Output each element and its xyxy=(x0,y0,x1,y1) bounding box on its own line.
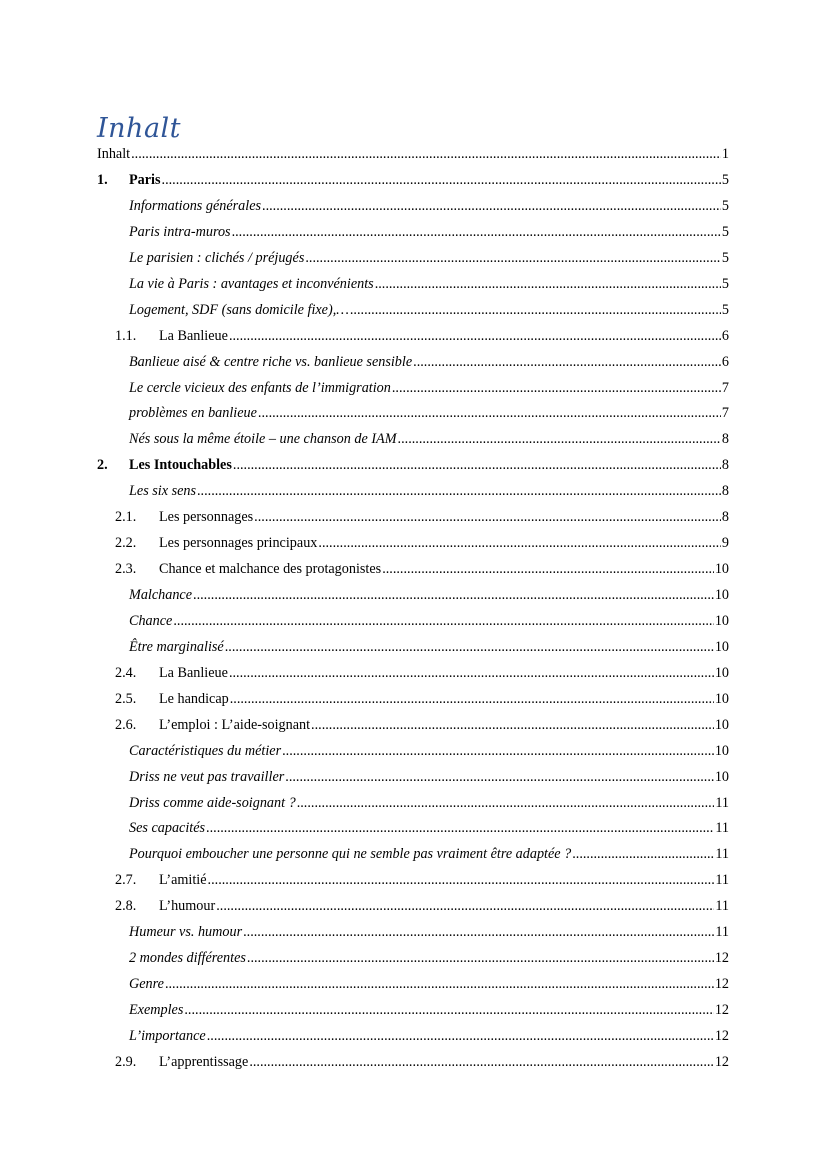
toc-dot-leader xyxy=(282,743,714,760)
toc-entry-number: 1. xyxy=(97,172,108,188)
toc-entry-label: Le handicap xyxy=(159,690,229,707)
toc-entry-page-number: 6 xyxy=(721,353,729,370)
toc-dot-leader xyxy=(413,354,721,371)
toc-entry-page-number: 5 xyxy=(721,275,729,292)
toc-entry[interactable] xyxy=(97,276,729,302)
toc-dot-leader xyxy=(392,380,721,397)
toc-dot-leader xyxy=(305,250,721,267)
toc-entry-label: L’importance xyxy=(129,1027,206,1044)
toc-entry-page-number: 12 xyxy=(714,1002,729,1018)
toc-entry[interactable] xyxy=(97,535,729,561)
toc-entry-page-number: 10 xyxy=(714,716,729,733)
toc-entry-label: Exemples xyxy=(129,1002,184,1018)
toc-entry-number: 2. xyxy=(97,457,108,474)
toc-entry[interactable] xyxy=(97,639,729,665)
toc-entry[interactable] xyxy=(97,328,729,354)
toc-entry-number: 2.3. xyxy=(115,561,137,578)
toc-dot-leader xyxy=(247,950,714,967)
toc-entry-page-number: 10 xyxy=(714,768,729,785)
toc-entry-number: 2.6. xyxy=(115,716,137,733)
toc-entry-page-number: 7 xyxy=(721,405,729,422)
toc-title: Inhalt xyxy=(97,113,182,144)
toc-entry[interactable] xyxy=(97,198,729,224)
table-of-contents xyxy=(97,146,729,1080)
toc-entry-label: Les personnages principaux xyxy=(159,535,318,552)
toc-entry[interactable] xyxy=(97,483,729,509)
toc-dot-leader xyxy=(230,691,714,708)
toc-dot-leader xyxy=(249,1054,714,1071)
toc-dot-leader xyxy=(262,198,721,215)
toc-entry-label: Paris xyxy=(129,172,161,188)
toc-entry-label: Le parisien : clichés / préjugés xyxy=(129,249,305,266)
toc-entry-page-number: 8 xyxy=(721,483,729,500)
toc-entry-label: Pourquoi emboucher une personne qui ne semble pas vraiment être adaptée ? xyxy=(129,846,572,863)
toc-entry[interactable] xyxy=(97,1054,729,1080)
toc-entry-label: Logement, SDF (sans domicile fixe),… xyxy=(129,301,349,318)
toc-entry-number: 2.4. xyxy=(115,664,137,681)
toc-dot-leader xyxy=(398,431,721,448)
toc-entry[interactable] xyxy=(97,405,729,431)
toc-entry[interactable] xyxy=(97,924,729,950)
toc-entry-label: Les personnages xyxy=(159,509,254,526)
toc-entry-page-number: 5 xyxy=(721,249,729,266)
toc-dot-leader xyxy=(318,535,721,552)
toc-entry-number: 1.1. xyxy=(115,327,137,344)
toc-dot-leader xyxy=(232,224,721,241)
toc-entry-label: L’amitié xyxy=(159,872,207,889)
toc-entry-page-number: 10 xyxy=(714,587,729,603)
toc-dot-leader xyxy=(165,976,714,993)
toc-entry[interactable] xyxy=(97,587,729,613)
toc-dot-leader xyxy=(258,405,721,422)
toc-dot-leader xyxy=(197,483,721,500)
toc-entry-page-number: 12 xyxy=(714,950,729,967)
toc-entry[interactable] xyxy=(97,898,729,924)
toc-dot-leader xyxy=(375,276,721,293)
toc-entry-page-number: 7 xyxy=(721,379,729,396)
toc-entry-page-number: 9 xyxy=(721,535,729,552)
toc-entry-label: 2 mondes différentes xyxy=(129,950,246,967)
toc-entry-number: 2.2. xyxy=(115,535,137,552)
toc-entry-page-number: 12 xyxy=(714,976,729,993)
toc-entry-number: 2.5. xyxy=(115,690,137,707)
toc-entry-page-number: 6 xyxy=(721,327,729,344)
toc-dot-leader xyxy=(243,924,714,941)
toc-entry[interactable] xyxy=(97,302,729,328)
toc-dot-leader xyxy=(216,898,714,915)
toc-dot-leader xyxy=(229,665,714,682)
toc-entry[interactable] xyxy=(97,665,729,691)
toc-entry-label: Les Intouchables xyxy=(129,457,232,474)
toc-dot-leader xyxy=(193,587,714,604)
toc-entry-page-number: 10 xyxy=(714,742,729,759)
toc-entry-label: Chance et malchance des protagonistes xyxy=(159,561,382,578)
toc-entry[interactable] xyxy=(97,846,729,872)
toc-entry-page-number: 12 xyxy=(714,1053,729,1070)
toc-entry-label: Être marginalisé xyxy=(129,638,224,655)
toc-entry-page-number: 5 xyxy=(721,223,729,240)
toc-entry[interactable] xyxy=(97,820,729,846)
toc-entry-page-number: 10 xyxy=(714,612,729,629)
toc-entry-page-number: 11 xyxy=(715,794,729,811)
toc-entry-label: L’emploi : L’aide-soignant xyxy=(159,716,311,733)
toc-entry[interactable] xyxy=(97,224,729,250)
toc-entry-label: Driss comme aide-soignant ? xyxy=(129,794,296,811)
toc-entry[interactable] xyxy=(97,743,729,769)
toc-dot-leader xyxy=(173,613,713,630)
toc-entry-label: Caractéristiques du métier xyxy=(129,742,282,759)
toc-entry[interactable] xyxy=(97,457,729,483)
toc-entry-number: 2.8. xyxy=(115,898,137,915)
toc-dot-leader xyxy=(207,1028,714,1045)
toc-entry-page-number: 1 xyxy=(721,146,729,162)
toc-entry-label: Genre xyxy=(129,976,164,993)
toc-dot-leader xyxy=(350,302,721,319)
toc-entry[interactable] xyxy=(97,1028,729,1054)
toc-entry-number: 2.1. xyxy=(115,509,137,526)
toc-entry-label: Paris intra-muros xyxy=(129,223,231,240)
toc-entry-page-number: 11 xyxy=(715,820,729,837)
toc-dot-leader xyxy=(206,820,714,837)
toc-entry-label: La vie à Paris : avantages et inconvénients xyxy=(129,275,374,292)
toc-entry-number: 2.7. xyxy=(115,872,137,889)
toc-entry[interactable] xyxy=(97,976,729,1002)
toc-entry-label: Banlieue aisé & centre riche vs. banlieue sensible xyxy=(129,353,413,370)
toc-dot-leader xyxy=(285,769,714,786)
toc-entry-page-number: 12 xyxy=(714,1027,729,1044)
toc-entry[interactable] xyxy=(97,250,729,276)
toc-entry-page-number: 5 xyxy=(721,301,729,318)
toc-dot-leader xyxy=(297,795,715,812)
toc-entry[interactable] xyxy=(97,1002,729,1028)
toc-entry-label: Chance xyxy=(129,612,173,629)
toc-entry-label: Les six sens xyxy=(129,483,196,500)
toc-dot-leader xyxy=(254,509,721,526)
toc-entry-label: L’apprentissage xyxy=(159,1053,249,1070)
toc-entry-page-number: 11 xyxy=(715,872,729,889)
toc-entry[interactable] xyxy=(97,872,729,898)
toc-entry-label: Inhalt xyxy=(97,146,131,162)
toc-entry-label: Driss ne veut pas travailler xyxy=(129,768,285,785)
toc-entry-page-number: 5 xyxy=(721,172,729,188)
toc-entry-label: Ses capacités xyxy=(129,820,206,837)
toc-entry[interactable] xyxy=(97,431,729,457)
toc-dot-leader xyxy=(208,872,715,889)
toc-dot-leader xyxy=(225,639,714,656)
toc-entry-label: Informations générales xyxy=(129,197,262,214)
toc-dot-leader xyxy=(572,846,714,863)
toc-entry-page-number: 11 xyxy=(715,846,729,863)
toc-entry-label: La Banlieue xyxy=(159,327,228,344)
toc-entry[interactable] xyxy=(97,509,729,535)
toc-entry-label: Malchance xyxy=(129,587,193,603)
toc-entry[interactable] xyxy=(97,691,729,717)
toc-entry[interactable] xyxy=(97,561,729,587)
toc-entry-page-number: 8 xyxy=(721,457,729,474)
toc-entry[interactable] xyxy=(97,950,729,976)
toc-entry[interactable] xyxy=(97,795,729,821)
toc-entry[interactable] xyxy=(97,613,729,639)
toc-entry[interactable] xyxy=(97,354,729,380)
toc-entry[interactable] xyxy=(97,769,729,795)
toc-dot-leader xyxy=(162,172,721,189)
toc-entry-label: Nés sous la même étoile – une chanson de IAM xyxy=(129,431,397,448)
toc-entry-label: problèmes en banlieue xyxy=(129,405,257,422)
toc-entry-page-number: 8 xyxy=(721,431,729,448)
toc-entry[interactable] xyxy=(97,172,729,198)
toc-dot-leader xyxy=(229,328,721,345)
toc-dot-leader xyxy=(311,717,714,734)
toc-entry-label: Humeur vs. humour xyxy=(129,924,243,941)
toc-entry-page-number: 10 xyxy=(714,561,729,578)
toc-entry-number: 2.9. xyxy=(115,1053,137,1070)
toc-entry-page-number: 10 xyxy=(714,690,729,707)
toc-entry-page-number: 8 xyxy=(721,509,729,526)
toc-entry-page-number: 11 xyxy=(715,924,729,941)
toc-entry-label: L’humour xyxy=(159,898,216,915)
toc-dot-leader xyxy=(184,1002,713,1019)
toc-dot-leader xyxy=(131,146,721,163)
toc-entry-label: La Banlieue xyxy=(159,664,228,681)
toc-entry-page-number: 11 xyxy=(715,898,729,915)
toc-entry[interactable] xyxy=(97,146,729,172)
toc-dot-leader xyxy=(382,561,714,578)
toc-entry-page-number: 10 xyxy=(714,664,729,681)
toc-entry[interactable] xyxy=(97,380,729,406)
toc-entry[interactable] xyxy=(97,717,729,743)
toc-entry-label: Le cercle vicieux des enfants de l’immigration xyxy=(129,379,391,396)
toc-entry-page-number: 5 xyxy=(721,197,729,214)
toc-dot-leader xyxy=(233,457,721,474)
toc-entry-page-number: 10 xyxy=(714,638,729,655)
